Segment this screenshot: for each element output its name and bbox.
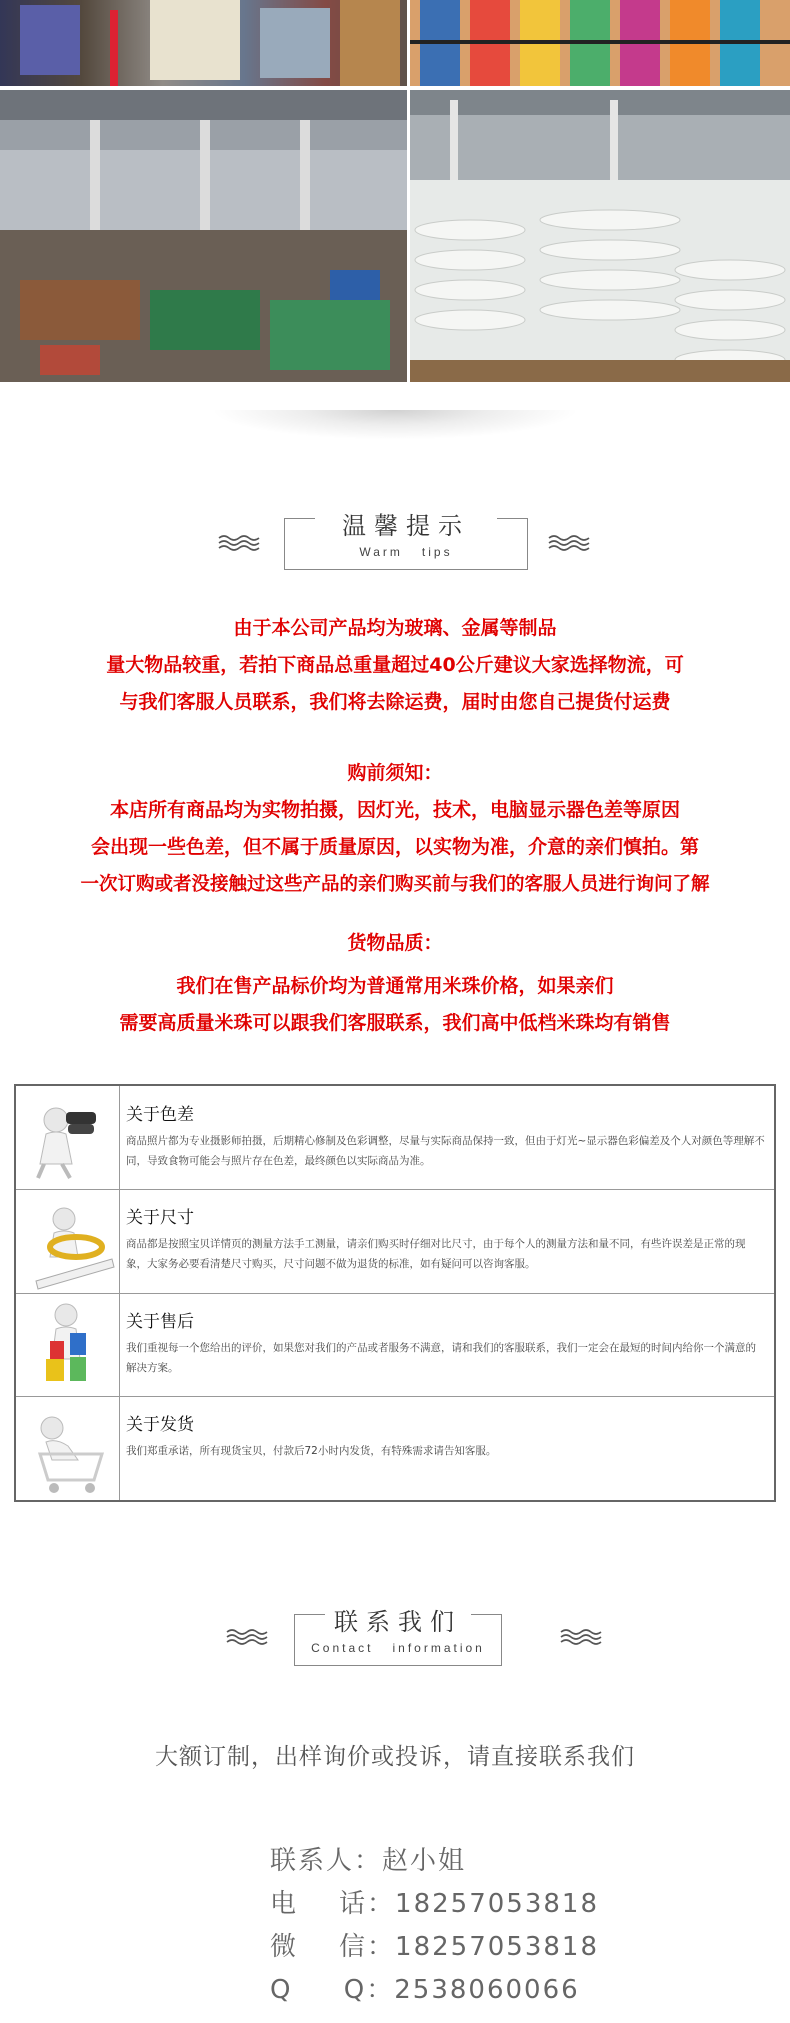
shopping-bags-figure-icon xyxy=(16,1293,120,1396)
info-row-aftersale xyxy=(16,1293,774,1397)
contact-person: 联系人：赵小姐 xyxy=(270,1846,467,1876)
warehouse-photo-collage xyxy=(0,0,790,382)
binoculars-figure-icon xyxy=(16,1086,120,1189)
info-row-color xyxy=(16,1086,774,1190)
notice-line: 量大物品较重，若拍下商品总重量超过40公斤建议大家选择物流，可 xyxy=(106,654,684,676)
info-row-body: 我们重视每一个您给出的评价，如果您对我们的产品或者服务不满意，请和我们的客服联系，我们一定会在最短的时间内给你一个满意的解决方案。 xyxy=(126,1342,756,1374)
factory-floor-photo xyxy=(0,90,407,382)
notice-line: 一次订购或者没接触过这些产品的亲们购买前与我们的客服人员进行询问了解 xyxy=(80,874,710,895)
notice-line: 与我们客服人员联系，我们将去除运费，届时由您自己提货付运费 xyxy=(119,691,671,713)
notice-line: 需要高质量米珠可以跟我们客服联系，我们高中低档米珠均有销售 xyxy=(119,1012,671,1034)
warm-tips-subtitle: Warm tips xyxy=(359,545,453,559)
info-table xyxy=(14,1084,776,1502)
glass-tubes-photo xyxy=(410,90,790,382)
contact-heading xyxy=(294,1608,502,1666)
notice-line: 本店所有商品均为实物拍摄，因灯光，技术，电脑显示器色差等原因 xyxy=(109,799,680,821)
warm-tips-heading xyxy=(284,512,528,570)
warm-tips-title: 温馨提示 xyxy=(336,506,476,541)
quality-notice xyxy=(0,925,790,1042)
contact-intro: 大额订制，出样询价或投诉，请直接联系我们 xyxy=(155,1744,635,1770)
left-wave-icon xyxy=(226,1628,270,1646)
info-row-title: 关于尺寸 xyxy=(126,1208,194,1228)
contact-wechat: 微 信：18257053818 xyxy=(270,1932,600,1962)
colorful-bags-photo xyxy=(410,0,790,86)
purchase-heading: 购前须知： xyxy=(347,762,443,784)
contact-phone: 电 话：18257053818 xyxy=(270,1889,600,1919)
contact-qq: Q Q：2538060066 xyxy=(270,1975,580,2005)
info-text xyxy=(126,1203,766,1274)
info-row-title: 关于发货 xyxy=(126,1415,194,1435)
purchase-notice xyxy=(0,755,790,903)
right-wave-icon xyxy=(560,1628,604,1646)
info-text xyxy=(126,1100,766,1171)
info-row-size xyxy=(16,1189,774,1294)
info-row-delivery xyxy=(16,1396,774,1500)
info-row-body: 商品照片都为专业摄影师拍摄，后期精心修制及色彩调整，尽量与实际商品保持一致，但由于灯光~显示器色彩偏差及个人对颜色等理解不同，导致食物可能会与照片存在色差，最终颜色以实际商品为准。 xyxy=(126,1135,765,1167)
info-row-title: 关于色差 xyxy=(126,1105,194,1125)
shopping-cart-figure-icon xyxy=(16,1396,120,1500)
info-text xyxy=(126,1410,766,1461)
shipping-notice xyxy=(0,610,790,721)
warehouse-shelves-photo xyxy=(0,0,407,86)
right-wave-icon xyxy=(548,534,592,552)
notice-line: 会出现一些色差，但不属于质量原因，以实物为准，介意的亲们慎拍。第 xyxy=(90,836,699,858)
ruler-figure-icon xyxy=(16,1189,120,1293)
info-row-body: 我们郑重承诺，所有现货宝贝，付款后72小时内发货，有特殊需求请告知客服。 xyxy=(126,1445,497,1457)
info-row-body: 商品都是按照宝贝详情页的测量方法手工测量，请亲们购买时仔细对比尺寸，由于每个人的测量方法和量不同，有些许误差是正常的现象，大家务必要看清楚尺寸购买，尺寸问题不做为退货的标准，如有疑问可以咨询客服。 xyxy=(126,1238,746,1270)
notice-line: 由于本公司产品均为玻璃、金属等制品 xyxy=(233,617,557,639)
quality-heading: 货物品质： xyxy=(347,932,443,954)
left-wave-icon xyxy=(218,534,262,552)
contact-title: 联系我们 xyxy=(328,1602,468,1637)
notice-line: 我们在售产品标价均为普通常用米珠价格，如果亲们 xyxy=(176,975,614,997)
divider-shadow xyxy=(210,410,580,440)
info-row-title: 关于售后 xyxy=(126,1312,194,1332)
info-text xyxy=(126,1307,766,1378)
contact-subtitle: Contact information xyxy=(311,1641,485,1655)
